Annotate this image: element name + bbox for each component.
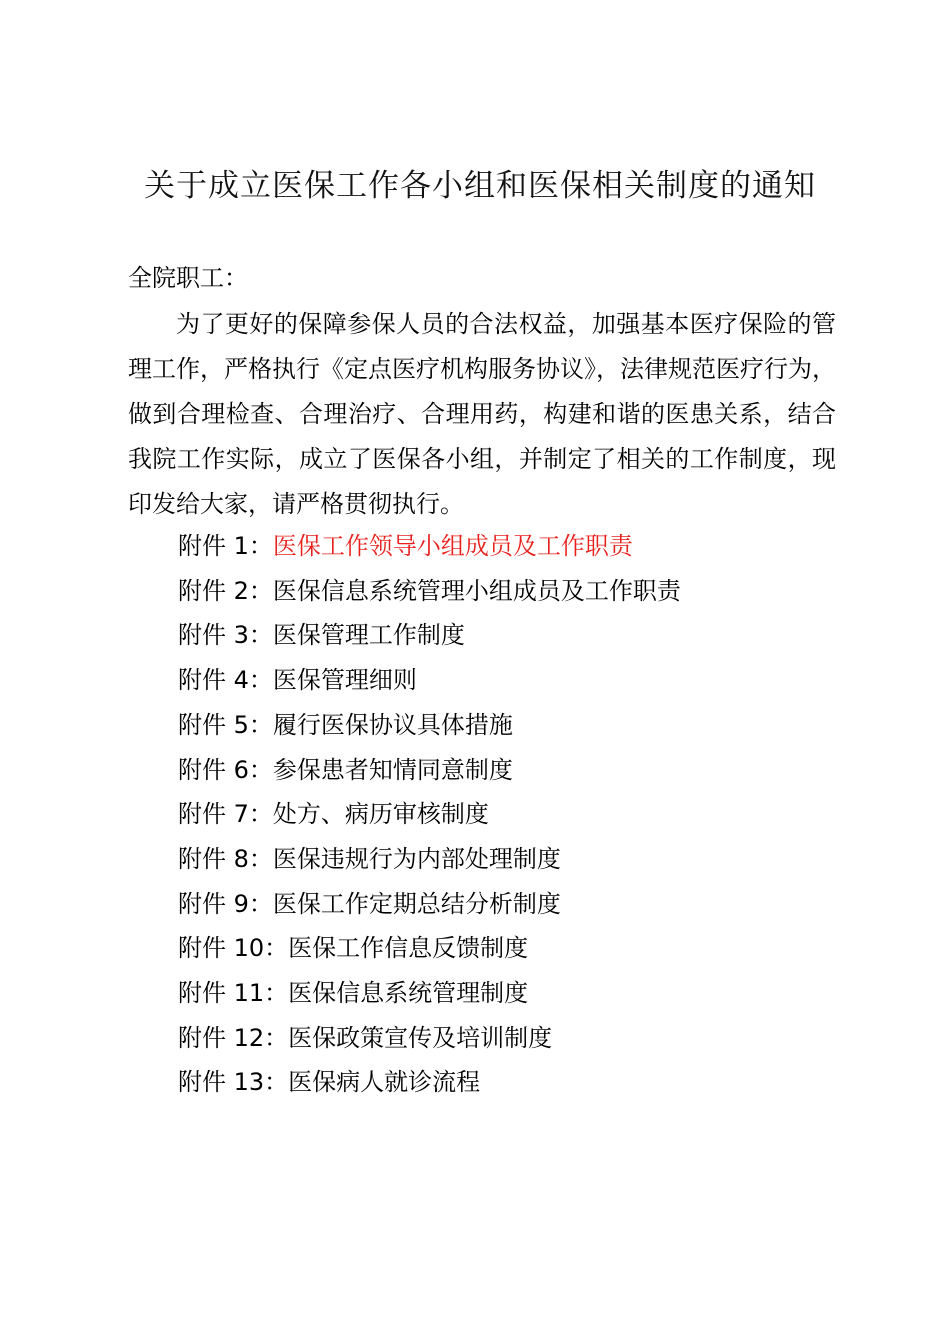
attachment-item-13: [178, 1060, 681, 1105]
attachment-item-11: [178, 971, 681, 1016]
attachment-item-8: [178, 837, 681, 882]
attachment-title: 医保管理工作制度: [272, 621, 465, 650]
attachment-title: 医保工作领导小组成员及工作职责: [272, 532, 633, 560]
attachment-item-7: [178, 792, 681, 837]
salutation: 全院职工：: [128, 264, 248, 292]
attachment-title: 履行医保协议具体措施: [272, 710, 513, 739]
attachment-title: 医保违规行为内部处理制度: [272, 844, 561, 873]
document-title: 关于成立医保工作各小组和医保相关制度的通知: [144, 168, 816, 204]
attachment-label: 附件 8：: [178, 844, 273, 873]
attachment-label: 附件 12：: [178, 1023, 289, 1052]
attachment-title: 医保工作信息反馈制度: [288, 934, 529, 963]
attachment-title: 医保信息系统管理制度: [288, 979, 529, 1008]
attachment-item-6: [178, 748, 681, 793]
attachment-item-9: [178, 882, 681, 927]
attachment-item-1: [178, 524, 681, 569]
attachment-label: 附件 2：: [178, 576, 273, 605]
body-paragraph: 为了更好的保障参保人员的合法权益，加强基本医疗保险的管理工作，严格执行《定点医疗机构服务协议》，法律规范医疗行为，做到合理检查、合理治疗、合理用药，构建和谐的医患关系，结合我院工作实际，成立了医保各小组，并制定了相关的工作制度，现印发给大家，请严格贯彻执行。: [128, 310, 836, 518]
attachment-label: 附件 6：: [178, 755, 273, 784]
attachment-item-2: [178, 569, 681, 614]
attachment-label: 附件 11：: [178, 979, 289, 1008]
attachment-label: 附件 4：: [178, 666, 273, 695]
attachment-title: 医保病人就诊流程: [288, 1068, 481, 1097]
attachment-label: 附件 7：: [178, 800, 273, 829]
attachment-label: 附件 5：: [178, 710, 273, 739]
attachment-item-4: [178, 658, 681, 703]
attachment-title: 处方、病历审核制度: [272, 800, 489, 829]
attachment-label: 附件 9：: [178, 889, 273, 918]
attachment-item-12: [178, 1016, 681, 1061]
attachment-label: 附件 1：: [178, 532, 273, 560]
attachment-item-3: [178, 613, 681, 658]
attachment-title: 医保工作定期总结分析制度: [272, 889, 561, 918]
attachment-label: 附件 3：: [178, 621, 273, 650]
attachment-title: 医保管理细则: [272, 666, 417, 695]
attachment-label: 附件 10：: [178, 934, 289, 963]
attachment-title: 医保政策宣传及培训制度: [288, 1023, 553, 1052]
attachment-list: [178, 524, 681, 1105]
attachment-item-10: [178, 926, 681, 971]
attachment-label: 附件 13：: [178, 1068, 289, 1097]
attachment-title: 医保信息系统管理小组成员及工作职责: [272, 576, 681, 605]
attachment-item-5: [178, 703, 681, 748]
attachment-title: 参保患者知情同意制度: [272, 755, 513, 784]
